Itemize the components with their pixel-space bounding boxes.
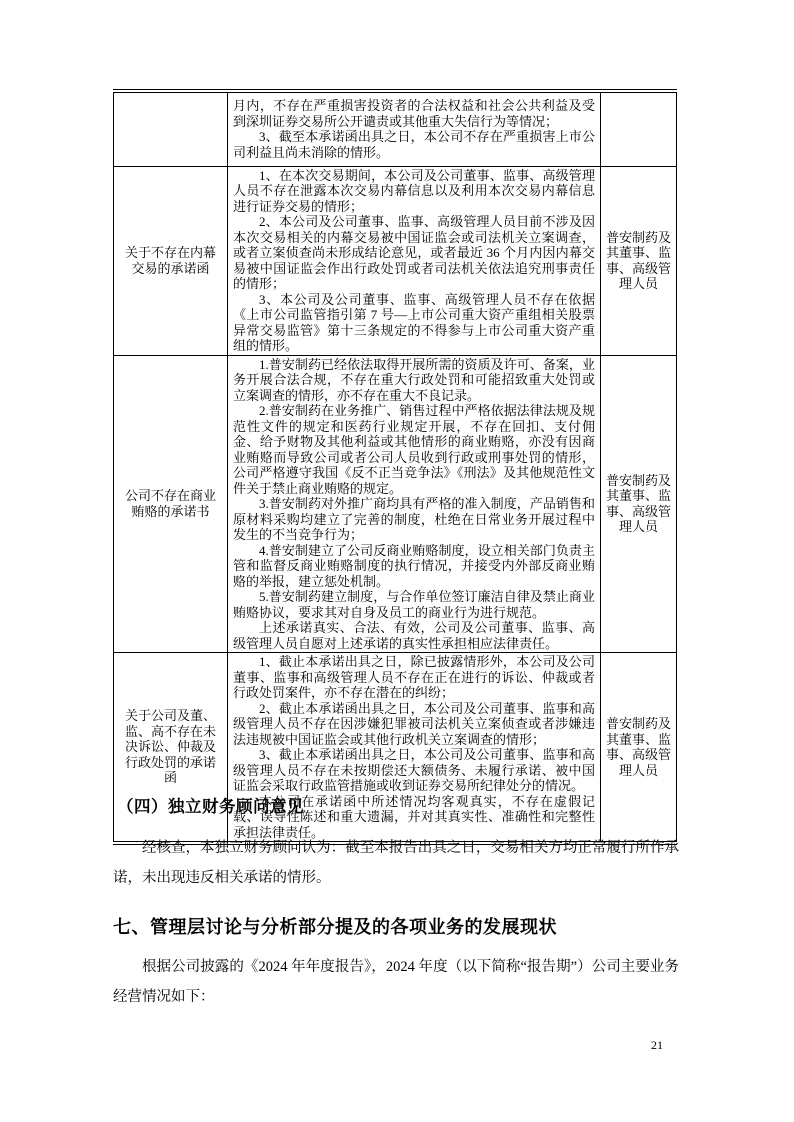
commitments-table-container	[113, 89, 676, 845]
commitment-label-cell: 公司不存在商业贿赂的承诺书	[114, 355, 228, 653]
commitment-paragraph: 3.普安制药对外推广商均具有严格的准入制度，产品销售和原材料采购均建立了完善的制度，杜绝在日常业务开展过程中发生的不当竞争行为；	[233, 496, 595, 542]
commitment-party-cell: 普安制药及其董事、监事、高级管理人员	[601, 166, 677, 355]
table-row	[114, 355, 677, 653]
commitment-content-cell	[228, 166, 601, 355]
commitment-label-cell	[114, 91, 228, 166]
commitment-content-cell	[228, 355, 601, 653]
commitment-paragraph: 1、截止本承诺出具之日，除已披露情形外，本公司及公司董事、监事和高级管理人员不存在正在进行的诉讼、仲裁或者行政处罚案件，亦不存在潜在的纠纷；	[233, 654, 595, 700]
commitment-content-cell	[228, 91, 601, 166]
section-heading-independent-advisor-opinion: （四）独立财务顾问意见	[117, 798, 304, 816]
commitments-table	[113, 89, 677, 845]
commitment-paragraph: 4.普安制建立了公司反商业贿赂制度，设立相关部门负责主管和监督反商业贿赂制度的执行情况，并接受内外部反商业贿赂的举报，建立惩处机制。	[233, 542, 595, 589]
commitment-party-cell: 普安制药及其董事、监事、高级管理人员	[601, 653, 677, 844]
commitment-label-cell: 关于不存在内幕交易的承诺函	[114, 166, 228, 355]
commitment-paragraph: 1、在本次交易期间，本公司及公司董事、监事、高级管理人员不存在泄露本次交易内幕信息以及利用本次交易内幕信息进行证券交易的情形；	[233, 167, 595, 214]
commitment-paragraph: 2、本公司及公司董事、监事、高级管理人员目前不涉及因本次交易相关的内幕交易被中国证监会或司法机关立案调查，或者立案侦查尚未形成结论意见，或者最近 36 个月内因内幕交易被中国证监会作出行政处罚或者司法机关依法追究刑事责任的情形；	[233, 214, 595, 291]
commitment-paragraph: 3、截止本承诺函出具之日，本公司及公司董事、监事和高级管理人员不存在未按期偿还大额债务、未履行承诺、被中国证监会采取行政监管措施或收到证券交易所纪律处分的情况。	[233, 747, 595, 793]
commitment-paragraph: 2、截止本承诺函出具之日，本公司及公司董事、监事和高级管理人员不存在因涉嫌犯罪被司法机关立案侦查或者涉嫌违法违规被中国证监会或其他行政机关立案调查的情形；	[233, 700, 595, 747]
section-heading-management-discussion: 七、管理层讨论与分析部分提及的各项业务的发展现状	[113, 917, 557, 937]
commitment-paragraph: 上述承诺真实、合法、有效，公司及公司董事、监事、高级管理人员自愿对上述承诺的真实性承担相应法律责任。	[233, 620, 595, 651]
commitment-paragraph: 3、截至本承诺函出具之日，本公司不存在严重损害上市公司利益且尚未消除的情形。	[233, 129, 595, 160]
commitment-paragraph: 本公司在承诺函中所述情况均客观真实，不存在虚假记载、误导性陈述和重大遗漏，并对其真实性、准确性和完整性承担法律责任。	[233, 793, 595, 840]
commitment-paragraph: 1.普安制药已经依法取得开展所需的资质及许可、备案，业务开展合法合规，不存在重大行政处罚和可能招致重大处罚或立案调查的情形，亦不存在重大不良记录。	[233, 356, 595, 403]
commitment-paragraph: 3、本公司及公司董事、监事、高级管理人员不存在依据《上市公司监管指引第 7 号—上市公司重大资产重组相关股票异常交易监管》第十三条规定的不得参与上市公司重大资产重组的情形。	[233, 291, 595, 353]
commitment-label-cell: 关于公司及董、监、高不存在未决诉讼、仲裁及行政处罚的承诺函	[114, 653, 228, 844]
commitment-party-cell	[601, 91, 677, 166]
independent-advisor-opinion-paragraph: 经核查，本独立财务顾问认为：截至本报告出具之日，交易相关方均正常履行所作承诺，未出现违反相关承诺的情形。	[113, 840, 679, 886]
management-discussion-paragraph: 根据公司披露的《2024 年年度报告》，2024 年度（以下简称“报告期”）公司主要业务经营情况如下：	[113, 959, 679, 1005]
commitment-party-cell: 普安制药及其董事、监事、高级管理人员	[601, 355, 677, 653]
commitment-paragraph: 月内，不存在严重损害投资者的合法权益和社会公共利益及受到深圳证券交易所公开谴责或其他重大失信行为等情况；	[233, 98, 595, 129]
table-row	[114, 166, 677, 355]
table-row	[114, 91, 677, 166]
commitment-paragraph: 2.普安制药在业务推广、销售过程中严格依据法律法规及规范性文件的规定和医药行业规定开展，不存在回扣、支付佣金、给予财物及其他利益或其他情形的商业贿赂，亦没有因商业贿赂而导致公司或者公司人员收到行政或刑事处罚的情形，公司严格遵守我国《反不正当竞争法》《刑法》及其他规范性文件关于禁止商业贿赂的规定。	[233, 403, 595, 496]
page-number: 21	[651, 1038, 663, 1052]
commitment-paragraph: 5.普安制药建立制度，与合作单位签订廉洁自律及禁止商业贿赂协议，要求其对自身及员工的商业行为进行规范。	[233, 589, 595, 620]
